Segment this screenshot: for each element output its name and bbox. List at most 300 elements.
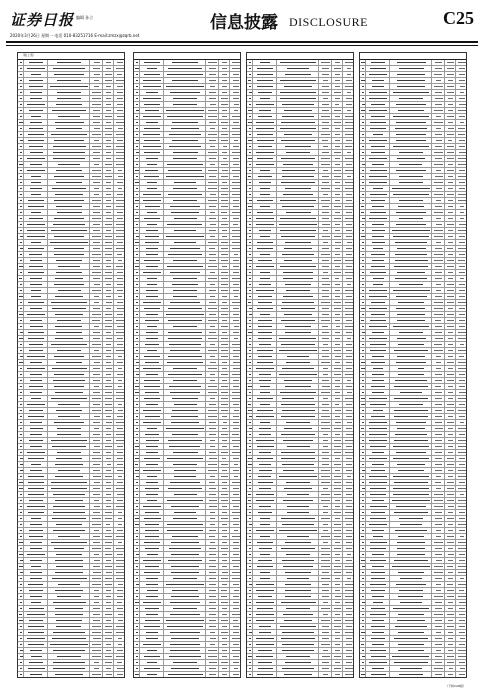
fine-print-text xyxy=(208,650,217,652)
fine-print-text xyxy=(208,188,216,190)
fine-print-text xyxy=(347,338,352,340)
fine-print-text xyxy=(20,410,23,412)
table-cell xyxy=(48,276,90,281)
fine-print-text xyxy=(232,536,240,538)
table-cell xyxy=(343,492,354,497)
fine-print-text xyxy=(147,476,157,478)
fine-print-text xyxy=(210,296,216,298)
table-cell xyxy=(230,618,241,623)
table-cell xyxy=(332,96,343,101)
table-cell xyxy=(219,558,230,563)
fine-print-text xyxy=(393,92,429,94)
fine-print-text xyxy=(335,212,340,214)
table-cell xyxy=(114,378,125,383)
fine-print-text xyxy=(347,476,352,478)
fine-print-text xyxy=(284,134,313,136)
fine-print-text xyxy=(258,668,273,670)
table-cell xyxy=(90,504,103,509)
table-cell xyxy=(230,84,241,89)
fine-print-text xyxy=(435,92,441,94)
fine-print-text xyxy=(147,182,157,184)
column-header xyxy=(18,53,124,60)
fine-print-text xyxy=(393,146,429,148)
fine-print-text xyxy=(257,200,272,202)
fine-print-text xyxy=(334,308,341,310)
fine-print-text xyxy=(105,404,111,406)
table-cell xyxy=(24,558,48,563)
table-cell xyxy=(164,474,206,479)
fine-print-text xyxy=(106,602,110,604)
table-cell xyxy=(48,546,90,551)
fine-print-text xyxy=(147,350,158,352)
fine-print-text xyxy=(208,410,216,412)
fine-print-text xyxy=(30,260,41,262)
fine-print-text xyxy=(249,266,251,268)
table-cell xyxy=(206,450,219,455)
table-cell xyxy=(332,354,343,359)
table-cell xyxy=(48,408,90,413)
table-cell xyxy=(253,264,277,269)
table-cell xyxy=(366,132,390,137)
fine-print-text xyxy=(222,380,227,382)
table-cell xyxy=(277,66,319,71)
table-cell xyxy=(253,240,277,245)
fine-print-text xyxy=(55,608,82,610)
table-cell xyxy=(48,492,90,497)
table-cell xyxy=(219,570,230,575)
fine-print-text xyxy=(370,68,387,70)
fine-print-text xyxy=(105,398,112,400)
fine-print-text xyxy=(335,290,340,292)
fine-print-text xyxy=(256,128,274,130)
fine-print-text xyxy=(166,428,204,430)
fine-print-text xyxy=(221,242,228,244)
fine-print-text xyxy=(345,518,353,520)
table-cell xyxy=(24,492,48,497)
table-cell xyxy=(253,528,277,533)
fine-print-text xyxy=(118,518,123,520)
table-cell xyxy=(319,360,332,365)
table-cell xyxy=(343,60,354,65)
table-cell xyxy=(343,432,354,437)
table-cell xyxy=(219,240,230,245)
table-cell xyxy=(206,150,219,155)
fine-print-text xyxy=(31,212,42,214)
fine-print-text xyxy=(286,482,310,484)
fine-print-text xyxy=(346,236,352,238)
fine-print-text xyxy=(222,152,227,154)
fine-print-text xyxy=(209,482,215,484)
fine-print-text xyxy=(94,662,99,664)
fine-print-text xyxy=(233,506,239,508)
fine-print-text xyxy=(260,404,270,406)
fine-print-text xyxy=(31,176,41,178)
fine-print-text xyxy=(20,308,22,310)
fine-print-text xyxy=(248,494,251,496)
table-cell xyxy=(390,72,432,77)
table-cell xyxy=(343,468,354,473)
table-cell xyxy=(206,270,219,275)
table-cell xyxy=(456,138,467,143)
table-cell xyxy=(219,504,230,509)
fine-print-text xyxy=(136,656,138,658)
table-cell xyxy=(114,210,125,215)
table-cell xyxy=(319,432,332,437)
fine-print-text xyxy=(346,500,351,502)
table-cell xyxy=(319,402,332,407)
table-cell xyxy=(277,516,319,521)
table-cell xyxy=(277,366,319,371)
fine-print-text xyxy=(118,170,123,172)
table-cell xyxy=(332,648,343,653)
fine-print-text xyxy=(233,158,239,160)
table-cell xyxy=(332,252,343,257)
table-cell xyxy=(253,312,277,317)
fine-print-text xyxy=(58,584,81,586)
table-cell xyxy=(456,108,467,113)
fine-print-text xyxy=(106,296,112,298)
fine-print-text xyxy=(117,104,122,106)
fine-print-text xyxy=(106,356,112,358)
fine-print-text xyxy=(321,416,329,418)
table-cell xyxy=(24,618,48,623)
fine-print-text xyxy=(221,326,228,328)
fine-print-text xyxy=(29,266,43,268)
table-cell xyxy=(332,276,343,281)
fine-print-text xyxy=(249,674,252,676)
fine-print-text xyxy=(118,614,123,616)
table-cell xyxy=(219,528,230,533)
fine-print-text xyxy=(30,152,43,154)
fine-print-text xyxy=(361,110,364,112)
table-cell xyxy=(103,234,114,239)
fine-print-text xyxy=(233,308,239,310)
fine-print-text xyxy=(53,380,84,382)
fine-print-text xyxy=(143,560,162,562)
table-cell xyxy=(164,162,206,167)
table-cell xyxy=(219,384,230,389)
fine-print-text xyxy=(233,584,239,586)
table-cell xyxy=(230,510,241,515)
table-cell xyxy=(164,348,206,353)
table-cell xyxy=(366,78,390,83)
table-cell xyxy=(230,264,241,269)
fine-print-text xyxy=(56,170,82,172)
fine-print-text xyxy=(249,554,252,556)
fine-print-text xyxy=(92,176,101,178)
table-cell xyxy=(164,282,206,287)
fine-print-text xyxy=(105,164,112,166)
fine-print-text xyxy=(208,182,217,184)
fine-print-text xyxy=(93,278,100,280)
fine-print-text xyxy=(147,278,157,280)
table-cell xyxy=(332,270,343,275)
fine-print-text xyxy=(249,320,251,322)
table-cell xyxy=(90,444,103,449)
table-cell xyxy=(332,150,343,155)
fine-print-text xyxy=(20,116,23,118)
table-cell xyxy=(90,78,103,83)
table-cell xyxy=(140,522,164,527)
fine-print-text xyxy=(208,110,217,112)
table-cell xyxy=(24,390,48,395)
table-cell xyxy=(343,378,354,383)
fine-print-text xyxy=(105,536,112,538)
table-cell xyxy=(253,660,277,665)
table-cell xyxy=(48,354,90,359)
fine-print-text xyxy=(136,104,138,106)
fine-print-text xyxy=(345,374,353,376)
table-cell xyxy=(140,84,164,89)
fine-print-text xyxy=(222,182,227,184)
table-cell xyxy=(103,576,114,581)
fine-print-text xyxy=(222,266,228,268)
fine-print-text xyxy=(117,602,122,604)
table-cell xyxy=(140,654,164,659)
fine-print-text xyxy=(321,482,329,484)
fine-print-text xyxy=(281,434,315,436)
fine-print-text xyxy=(260,170,270,172)
fine-print-text xyxy=(234,338,239,340)
fine-print-text xyxy=(249,620,252,622)
table-cell xyxy=(140,276,164,281)
table-cell xyxy=(90,618,103,623)
table-cell xyxy=(164,288,206,293)
fine-print-text xyxy=(53,68,84,70)
fine-print-text xyxy=(257,140,274,142)
table-cell xyxy=(48,204,90,209)
fine-print-text xyxy=(346,644,353,646)
fine-print-text xyxy=(20,512,22,514)
table-cell xyxy=(277,462,319,467)
fine-print-text xyxy=(20,104,22,106)
fine-print-text xyxy=(29,146,42,148)
table-cell xyxy=(164,144,206,149)
fine-print-text xyxy=(260,554,271,556)
table-cell xyxy=(319,336,332,341)
table-cell xyxy=(332,630,343,635)
table-cell xyxy=(219,564,230,569)
fine-print-text xyxy=(93,512,100,514)
fine-print-text xyxy=(30,278,42,280)
table-cell xyxy=(277,384,319,389)
table-cell xyxy=(90,498,103,503)
table-cell xyxy=(219,450,230,455)
table-cell xyxy=(366,156,390,161)
table-cell xyxy=(332,468,343,473)
table-cell xyxy=(114,498,125,503)
table-cell xyxy=(219,588,230,593)
table-cell xyxy=(332,582,343,587)
table-cell xyxy=(230,276,241,281)
fine-print-text xyxy=(335,674,340,676)
table-cell xyxy=(230,78,241,83)
fine-print-text xyxy=(232,170,240,172)
table-cell xyxy=(319,420,332,425)
table-cell xyxy=(48,396,90,401)
fine-print-text xyxy=(118,512,123,514)
fine-print-text xyxy=(322,668,329,670)
fine-print-text xyxy=(258,116,272,118)
fine-print-text xyxy=(222,536,227,538)
fine-print-text xyxy=(335,320,341,322)
table-cell xyxy=(319,216,332,221)
table-cell xyxy=(343,534,354,539)
fine-print-text xyxy=(136,296,138,298)
fine-print-text xyxy=(335,590,341,592)
fine-print-text xyxy=(345,440,353,442)
table-cell xyxy=(219,336,230,341)
table-cell xyxy=(24,240,48,245)
fine-print-text xyxy=(258,326,272,328)
fine-print-text xyxy=(222,506,228,508)
fine-print-text xyxy=(286,290,311,292)
table-cell xyxy=(277,96,319,101)
table-cell xyxy=(140,612,164,617)
fine-print-text xyxy=(136,332,138,334)
fine-print-text xyxy=(448,110,452,112)
table-cell xyxy=(103,594,114,599)
fine-print-text xyxy=(29,344,42,346)
table-cell xyxy=(140,126,164,131)
fine-print-text xyxy=(105,386,111,388)
table-cell xyxy=(48,636,90,641)
fine-print-text xyxy=(249,146,251,148)
table-cell xyxy=(219,312,230,317)
table-cell xyxy=(253,72,277,77)
fine-print-text xyxy=(258,476,271,478)
table-cell xyxy=(253,492,277,497)
fine-print-text xyxy=(208,350,216,352)
table-cell xyxy=(103,180,114,185)
table-cell xyxy=(332,366,343,371)
fine-print-text xyxy=(56,566,83,568)
table-cell xyxy=(114,510,125,515)
fine-print-text xyxy=(106,68,111,70)
table-cell xyxy=(456,72,467,77)
table-cell xyxy=(206,258,219,263)
fine-print-text xyxy=(222,482,227,484)
fine-print-text xyxy=(334,122,340,124)
table-cell xyxy=(319,516,332,521)
fine-print-text xyxy=(321,200,330,202)
fine-print-text xyxy=(335,560,340,562)
table-cell xyxy=(140,618,164,623)
table-cell xyxy=(277,660,319,665)
table-cell xyxy=(24,330,48,335)
table-cell xyxy=(332,504,343,509)
fine-print-text xyxy=(136,644,139,646)
table-cell xyxy=(277,492,319,497)
fine-print-text xyxy=(173,158,197,160)
fine-print-text xyxy=(362,86,364,88)
fine-print-text xyxy=(29,662,44,664)
fine-print-text xyxy=(399,68,424,70)
fine-print-text xyxy=(167,224,202,226)
table-cell xyxy=(319,234,332,239)
table-cell xyxy=(253,132,277,137)
fine-print-text xyxy=(233,548,239,550)
fine-print-text xyxy=(106,350,111,352)
fine-print-text xyxy=(259,470,272,472)
fine-print-text xyxy=(54,74,84,76)
table-cell xyxy=(164,138,206,143)
fine-print-text xyxy=(173,578,197,580)
table-cell xyxy=(140,528,164,533)
fine-print-text xyxy=(321,422,329,424)
table-cell xyxy=(277,570,319,575)
table-cell xyxy=(206,600,219,605)
fine-print-text xyxy=(221,434,227,436)
fine-print-text xyxy=(20,272,22,274)
fine-print-text xyxy=(459,74,464,76)
table-cell xyxy=(206,480,219,485)
fine-print-text xyxy=(284,260,312,262)
table-cell xyxy=(319,564,332,569)
fine-print-text xyxy=(345,302,353,304)
fine-print-text xyxy=(221,404,228,406)
fine-print-text xyxy=(248,404,251,406)
fine-print-text xyxy=(248,464,251,466)
fine-print-text xyxy=(94,362,100,364)
fine-print-text xyxy=(29,500,43,502)
table-cell xyxy=(230,126,241,131)
table-cell xyxy=(319,390,332,395)
fine-print-text xyxy=(233,176,240,178)
table-cell xyxy=(206,576,219,581)
table-cell xyxy=(253,588,277,593)
fine-print-text xyxy=(322,152,329,154)
table-cell xyxy=(366,96,390,101)
table-cell xyxy=(277,456,319,461)
table-cell xyxy=(103,612,114,617)
table-cell xyxy=(164,432,206,437)
table-row xyxy=(247,672,353,678)
table-cell xyxy=(164,90,206,95)
fine-print-text xyxy=(105,584,113,586)
table-cell xyxy=(253,600,277,605)
fine-print-text xyxy=(279,224,316,226)
fine-print-text xyxy=(234,476,239,478)
fine-print-text xyxy=(209,230,217,232)
table-cell xyxy=(332,312,343,317)
fine-print-text xyxy=(106,380,112,382)
fine-print-text xyxy=(20,422,22,424)
fine-print-text xyxy=(93,116,100,118)
fine-print-text xyxy=(322,452,329,454)
table-cell xyxy=(48,96,90,101)
table-cell xyxy=(219,234,230,239)
fine-print-text xyxy=(249,548,252,550)
table-body xyxy=(360,60,466,678)
table-cell xyxy=(164,648,206,653)
fine-print-text xyxy=(335,248,340,250)
table-cell xyxy=(206,264,219,269)
fine-print-text xyxy=(281,158,315,160)
fine-print-text xyxy=(136,224,138,226)
table-cell xyxy=(277,228,319,233)
fine-print-text xyxy=(249,296,252,298)
fine-print-text xyxy=(233,386,240,388)
fine-print-text xyxy=(58,416,80,418)
table-cell xyxy=(90,420,103,425)
fine-print-text xyxy=(361,62,364,64)
fine-print-text xyxy=(210,236,215,238)
table-cell xyxy=(253,504,277,509)
table-cell xyxy=(332,318,343,323)
fine-print-text xyxy=(335,164,340,166)
table-cell xyxy=(103,648,114,653)
